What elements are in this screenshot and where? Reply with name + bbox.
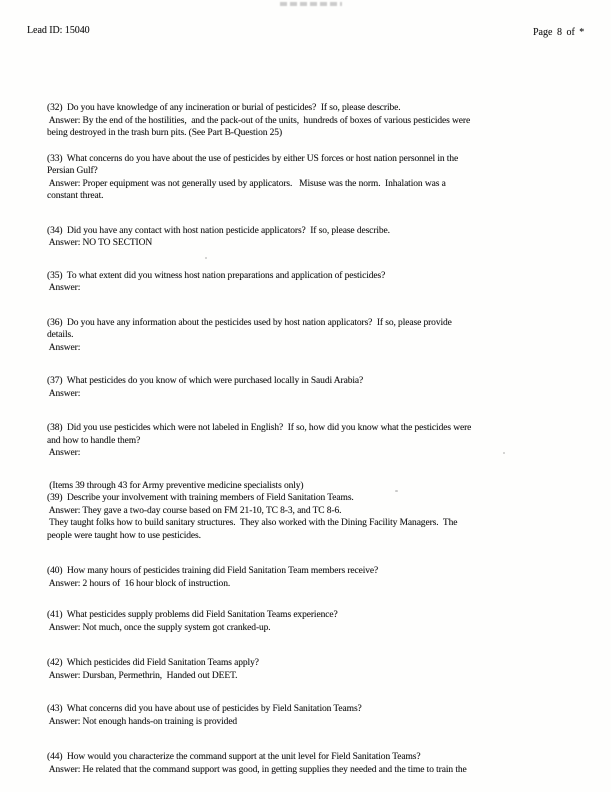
question-line: (32) Do you have knowledge of any incineration or burial of pesticides? If so, please describe.	[47, 103, 401, 113]
answer-line: Answer: NO TO SECTION	[47, 238, 153, 248]
section-note-line: (Items 39 through 43 for Army preventive medicine specialists only)	[47, 480, 304, 491]
question-continuation-line: Persian Gulf?	[47, 166, 98, 176]
qa-block-42	[47, 657, 592, 682]
scan-artifact-smudge	[280, 2, 342, 6]
qa-block-38	[47, 422, 592, 460]
answer-line: Answer: Not much, once the supply system got cranked-up.	[47, 622, 271, 633]
answer-line: Answer: 2 hours of 16 hour block of instruction.	[47, 578, 231, 589]
answer-line: Answer: Not enough hands-on training is provided	[47, 716, 238, 727]
answer-line: Answer: Proper equipment was not generally used by applicators. Misuse was the norm. Inhalation was a	[47, 178, 446, 189]
question-line: (40) How many hours of pesticides training did Field Sanitation Team members receive?	[47, 566, 379, 576]
answer-line: Answer: They gave a two-day course based on FM 21-10, TC 8-3, and TC 8-6.	[47, 505, 342, 516]
qa-block-40	[47, 565, 592, 590]
question-line: (36) Do you have any information about the pesticides used by host nation applicators? If so, please provide	[47, 317, 452, 328]
qa-block-33	[47, 153, 592, 203]
question-line: (37) What pesticides do you know of which were purchased locally in Saudi Arabia?	[47, 376, 364, 386]
answer-continuation-line: They taught folks how to build sanitary structures. They also worked with the Dining Facility Managers. The	[47, 518, 458, 528]
answer-line: Answer:	[47, 388, 81, 399]
qa-block-41	[47, 609, 592, 634]
question-line: (39) Describe your involvement with training members of Field Sanitation Teams.	[47, 493, 354, 503]
question-line: (38) Did you use pesticides which were not labeled in English? If so, how did you know what the pesticides were	[47, 423, 472, 433]
qa-block-36	[47, 317, 592, 355]
answer-line: Answer: He related that the command support was good, in getting supplies they needed and the time to train the	[47, 764, 467, 775]
answer-continuation-line: constant threat.	[47, 191, 104, 201]
qa-block-44	[47, 751, 592, 776]
answer-continuation-line: being destroyed in the trash burn pits. (See Part B-Question 25)	[47, 128, 283, 138]
answer-line: Answer:	[47, 342, 81, 353]
answer-line: Answer:	[47, 283, 81, 293]
qa-block-43	[47, 703, 592, 728]
question-continuation-line: and how to handle them?	[47, 435, 141, 446]
qa-block-39	[47, 480, 592, 543]
question-line: (43) What concerns did you have about use of pesticides by Field Sanitation Teams?	[47, 704, 362, 714]
question-line: (34) Did you have any contact with host nation pesticide applicators? If so, please describe.	[47, 225, 390, 236]
qa-block-35	[47, 270, 592, 295]
lead-id-label: Lead ID: 15040	[27, 25, 90, 36]
question-line: (42) Which pesticides did Field Sanitation Teams apply?	[47, 658, 259, 668]
question-line: (41) What pesticides supply problems did Field Sanitation Teams experience?	[47, 610, 338, 620]
answer-line: Answer:	[47, 448, 81, 458]
answer-continuation-line: people were taught how to use pesticides.	[47, 530, 201, 541]
qa-block-34	[47, 225, 592, 250]
questionnaire-body	[47, 102, 592, 776]
answer-line: Answer: Dursban, Permethrin, Handed out DEET.	[47, 670, 238, 681]
question-line: (44) How would you characterize the command support at the unit level for Field Sanitation Teams?	[47, 752, 421, 762]
question-line: (35) To what extent did you witness host nation preparations and application of pesticides?	[47, 270, 386, 281]
answer-line: Answer: By the end of the hostilities, and the pack-out of the units, hundreds of boxes of various pesticides were	[47, 115, 471, 126]
question-continuation-line: details.	[47, 330, 74, 340]
question-line: (33) What concerns do you have about the use of pesticides by either US forces or host nation personnel in the	[47, 153, 459, 164]
qa-block-32	[47, 102, 592, 140]
qa-block-37	[47, 375, 592, 400]
page-number-label: Page 8 of *	[533, 27, 585, 38]
